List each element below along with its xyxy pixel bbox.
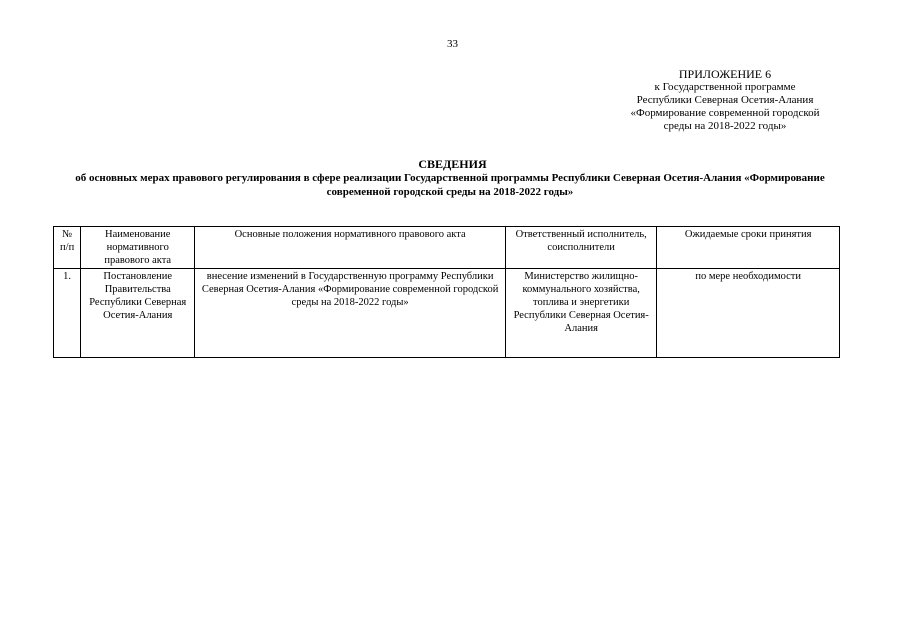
- page-number: 33: [447, 38, 458, 50]
- table-header-row: [54, 227, 840, 269]
- appendix-line: «Формирование современной городской: [630, 107, 820, 119]
- appendix-line: среды на 2018-2022 годы»: [663, 120, 787, 132]
- document-subtitle: об основных мерах правового регулирования в сфере реализации Государственной программы Республики Северная Осетия-Алания «Формирование современной городской среды на 2018-2022 годы»: [75, 172, 825, 198]
- document-title: СВЕДЕНИЯ: [418, 157, 487, 171]
- table-row: [54, 269, 840, 358]
- appendix-line: к Государственной программе: [654, 81, 796, 93]
- header-responsible: Ответственный исполнитель, соисполнители: [506, 227, 657, 269]
- appendix-line: Республики Северная Осетия-Алания: [636, 94, 814, 106]
- header-act-name: Наименование нормативного правового акта: [81, 227, 195, 269]
- cell-provisions: внесение изменений в Государственную программу Республики Северная Осетия-Алания «Формирование современной городской среды на 2018-2022 годы»: [195, 269, 506, 358]
- header-provisions: Основные положения нормативного правового акта: [195, 227, 506, 269]
- cell-number: 1.: [54, 269, 81, 358]
- cell-deadline: по мере необходимости: [657, 269, 840, 358]
- header-number: № п/п: [54, 227, 81, 269]
- appendix-title: ПРИЛОЖЕНИЕ 6: [678, 67, 772, 81]
- measures-table: [53, 226, 840, 358]
- appendix-block: [560, 68, 890, 133]
- cell-responsible: Министерство жилищно-коммунального хозяйства, топлива и энергетики Республики Северная Осетия-Алания: [506, 269, 657, 358]
- header-deadline: Ожидаемые сроки принятия: [657, 227, 840, 269]
- cell-act-name: Постановление Правительства Республики Северная Осетия-Алания: [81, 269, 195, 358]
